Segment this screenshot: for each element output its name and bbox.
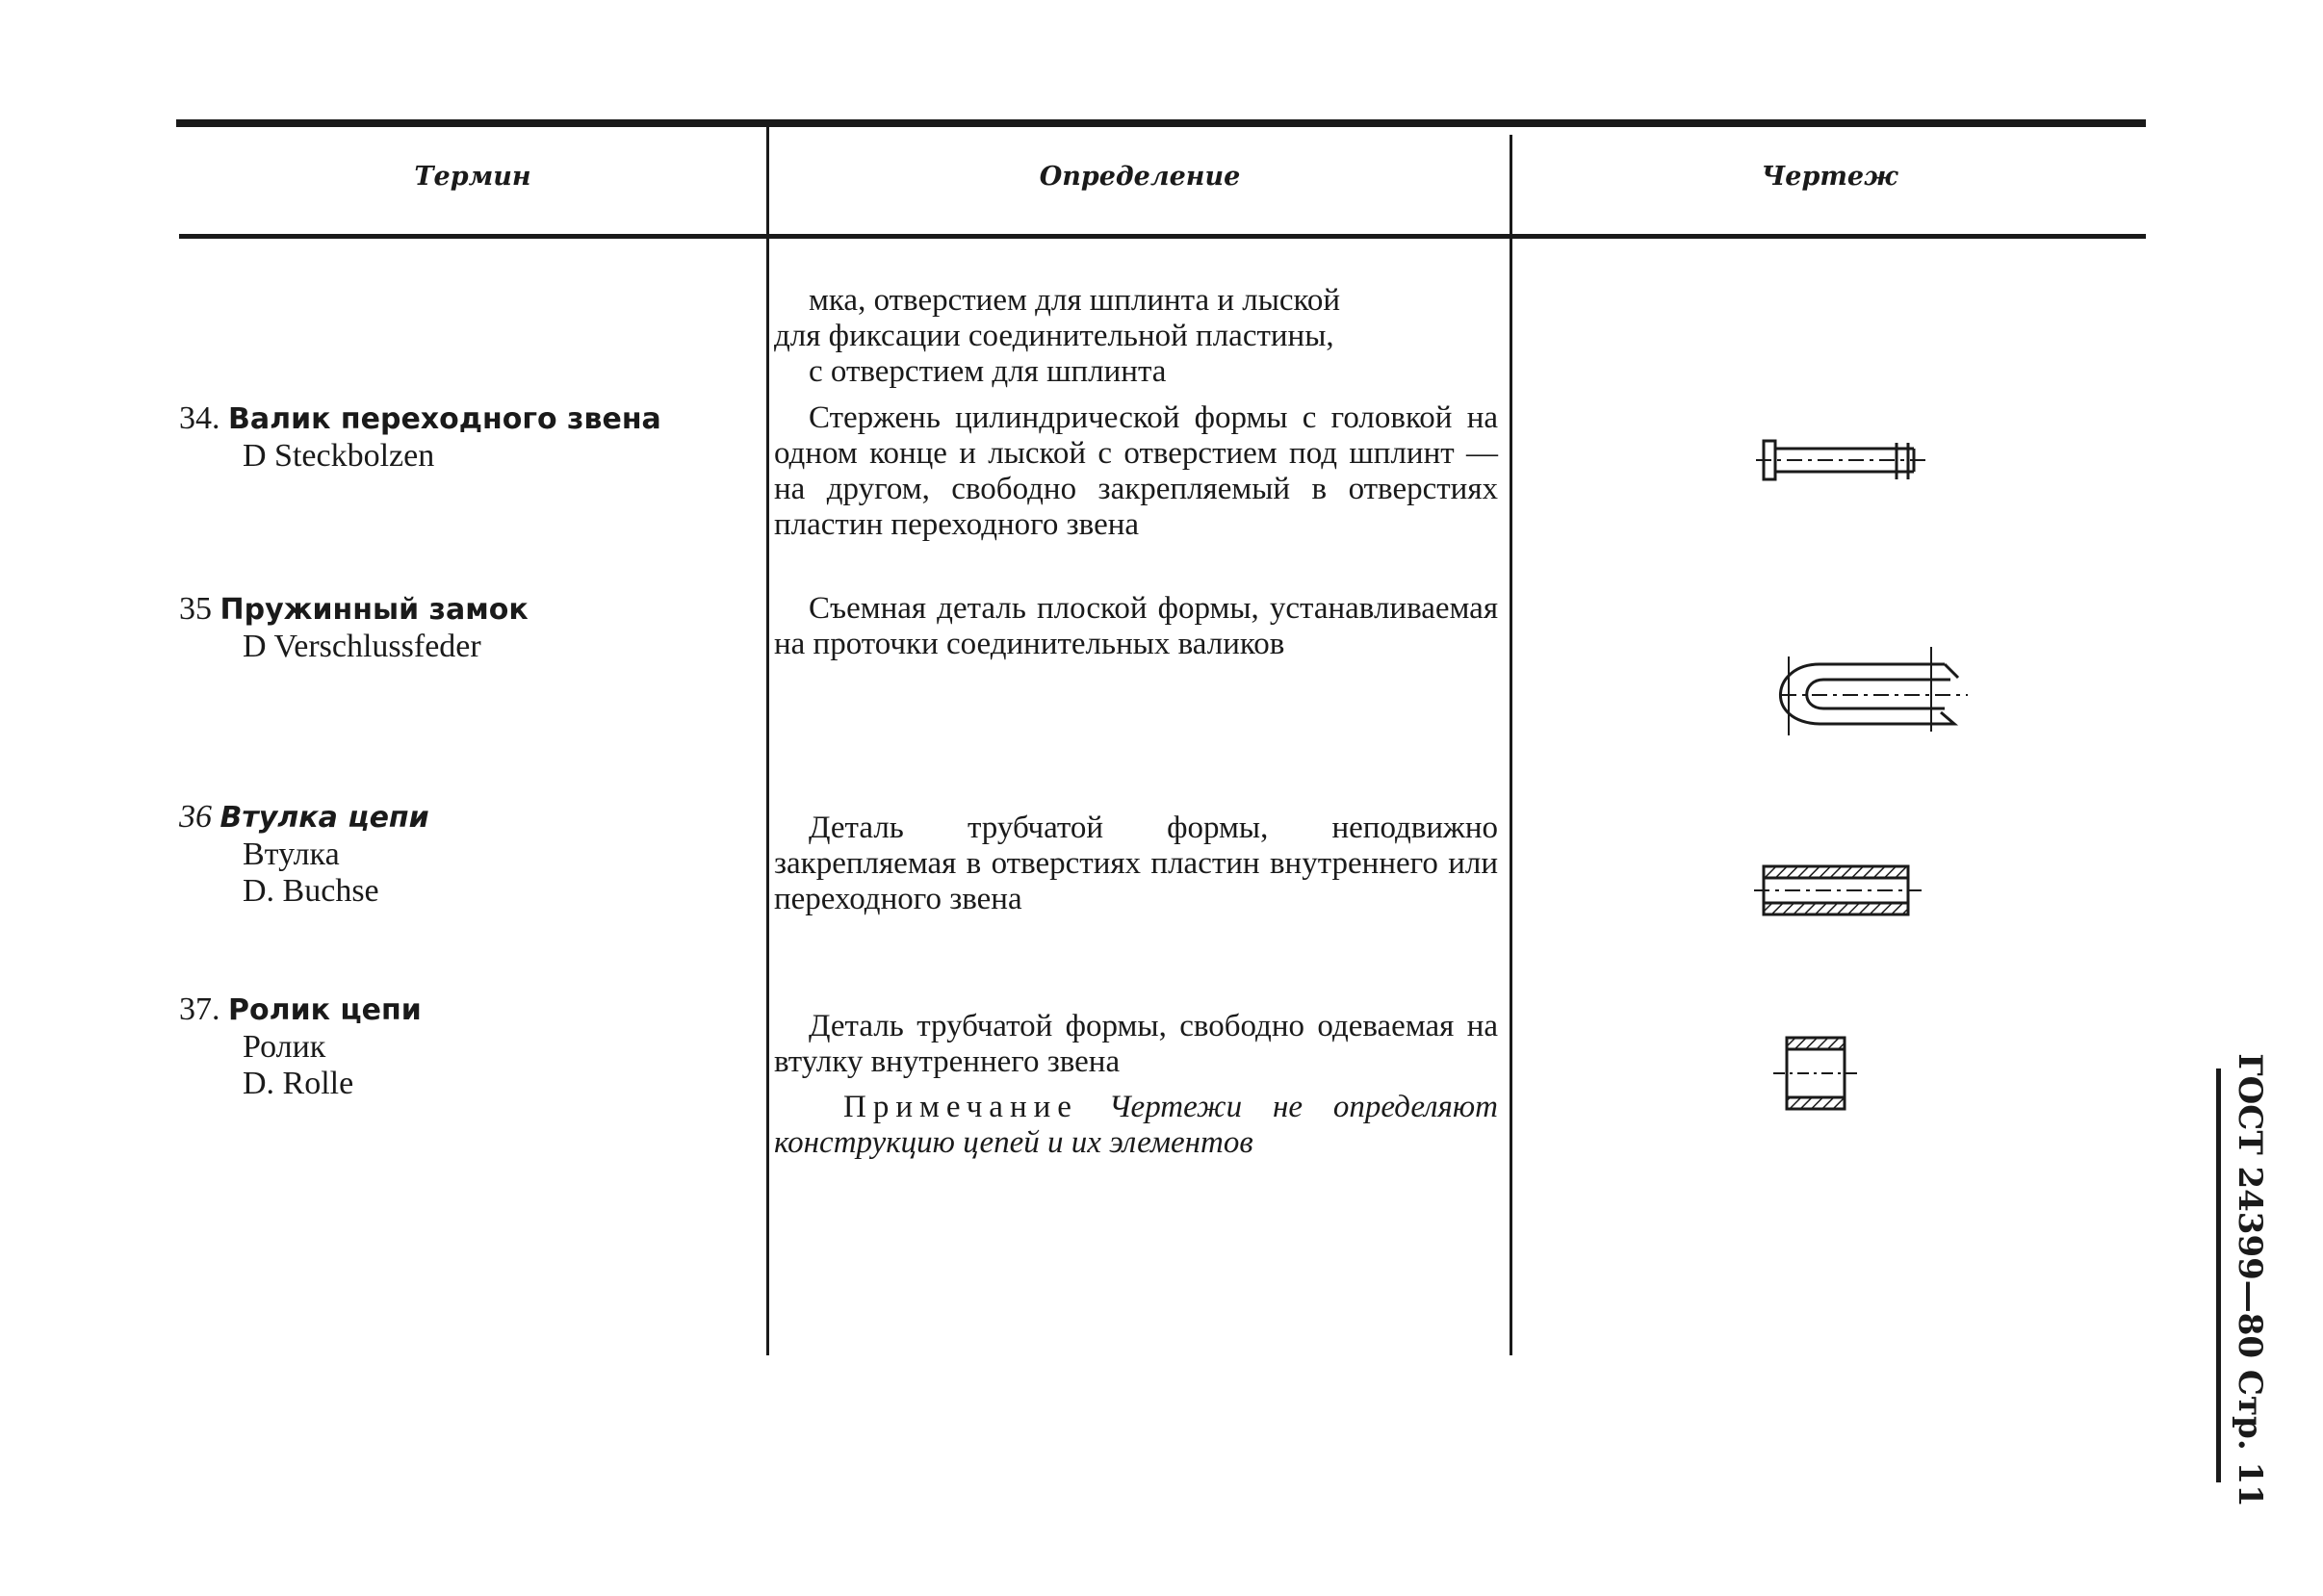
term-number: 34. [179, 400, 220, 436]
column-divider-2 [1510, 135, 1512, 1355]
bushing-drawing [1752, 857, 1925, 924]
note [774, 1090, 1498, 1161]
top-rule [176, 119, 2146, 127]
definition-text: Деталь трубчатой формы, неподвижно закрепляемая в отверстиях пластин внутреннего или переходного звена [774, 811, 1498, 916]
continuation-line-2: для фиксации соединительной пластины, [774, 319, 1334, 353]
roller-drawing [1769, 1030, 1866, 1117]
definition-34 [774, 400, 1498, 543]
page-side-label [2230, 1053, 2270, 1507]
definition-36 [774, 811, 1498, 917]
side-rule [2216, 1068, 2221, 1482]
definition-text: Стержень цилиндрической формы с головкой на одном конце и лыской с отверстием под шплинт — на другом, свободно закрепляемый в отверстиях пластин переходного звена [774, 400, 1498, 542]
column-divider-1 [766, 127, 769, 1355]
definition-text: Деталь трубчатой формы, свободно одеваемая на втулку внутреннего звена [774, 1009, 1498, 1079]
term-number: 36 [179, 799, 212, 835]
term-synonym: D. Rolle [243, 1066, 354, 1101]
pin-with-head-drawing [1742, 431, 1935, 489]
term-number: 35 [179, 591, 212, 627]
term-34 [179, 400, 661, 475]
term-synonym: D Verschlussfeder [243, 629, 481, 664]
header-term: Термин [414, 162, 531, 192]
term-name: Ролик цепи [228, 993, 422, 1027]
term-synonym: Втулка [243, 837, 340, 872]
term-name: Пружинный замок [219, 593, 529, 627]
continuation-line-3: с отверстием для шплинта [809, 354, 1167, 389]
note-text: Чертежи не определяют конструкцию цепей и их элементов [774, 1090, 1498, 1160]
term-synonym: Ролик [243, 1029, 326, 1065]
term-37 [179, 991, 422, 1102]
term-synonym: D. Buchse [243, 873, 379, 909]
term-name: Валик переходного звена [228, 402, 661, 436]
continuation-line-1: мка, отверстием для шплинта и лыской [809, 283, 1341, 318]
term-synonym: D Steckbolzen [243, 438, 435, 474]
note-head: Примечание [843, 1090, 1078, 1124]
header-drawing: Чертеж [1761, 162, 1898, 192]
definition-35 [774, 591, 1498, 662]
continuation-text [774, 283, 1498, 390]
definition-text: Съемная деталь плоской формы, устанавливаемая на проточки соединительных валиков [774, 591, 1498, 661]
gost-page-number: ГОСТ 24399—80 Стр. 11 [2231, 1053, 2269, 1507]
term-name: Втулка цепи [219, 801, 429, 835]
header-rule [179, 234, 2146, 239]
term-36 [179, 799, 429, 910]
term-number: 37. [179, 991, 220, 1027]
header-definition: Определение [1039, 162, 1241, 192]
spring-clip-drawing [1752, 635, 1974, 741]
term-35 [179, 591, 529, 665]
definition-37 [774, 1009, 1498, 1161]
